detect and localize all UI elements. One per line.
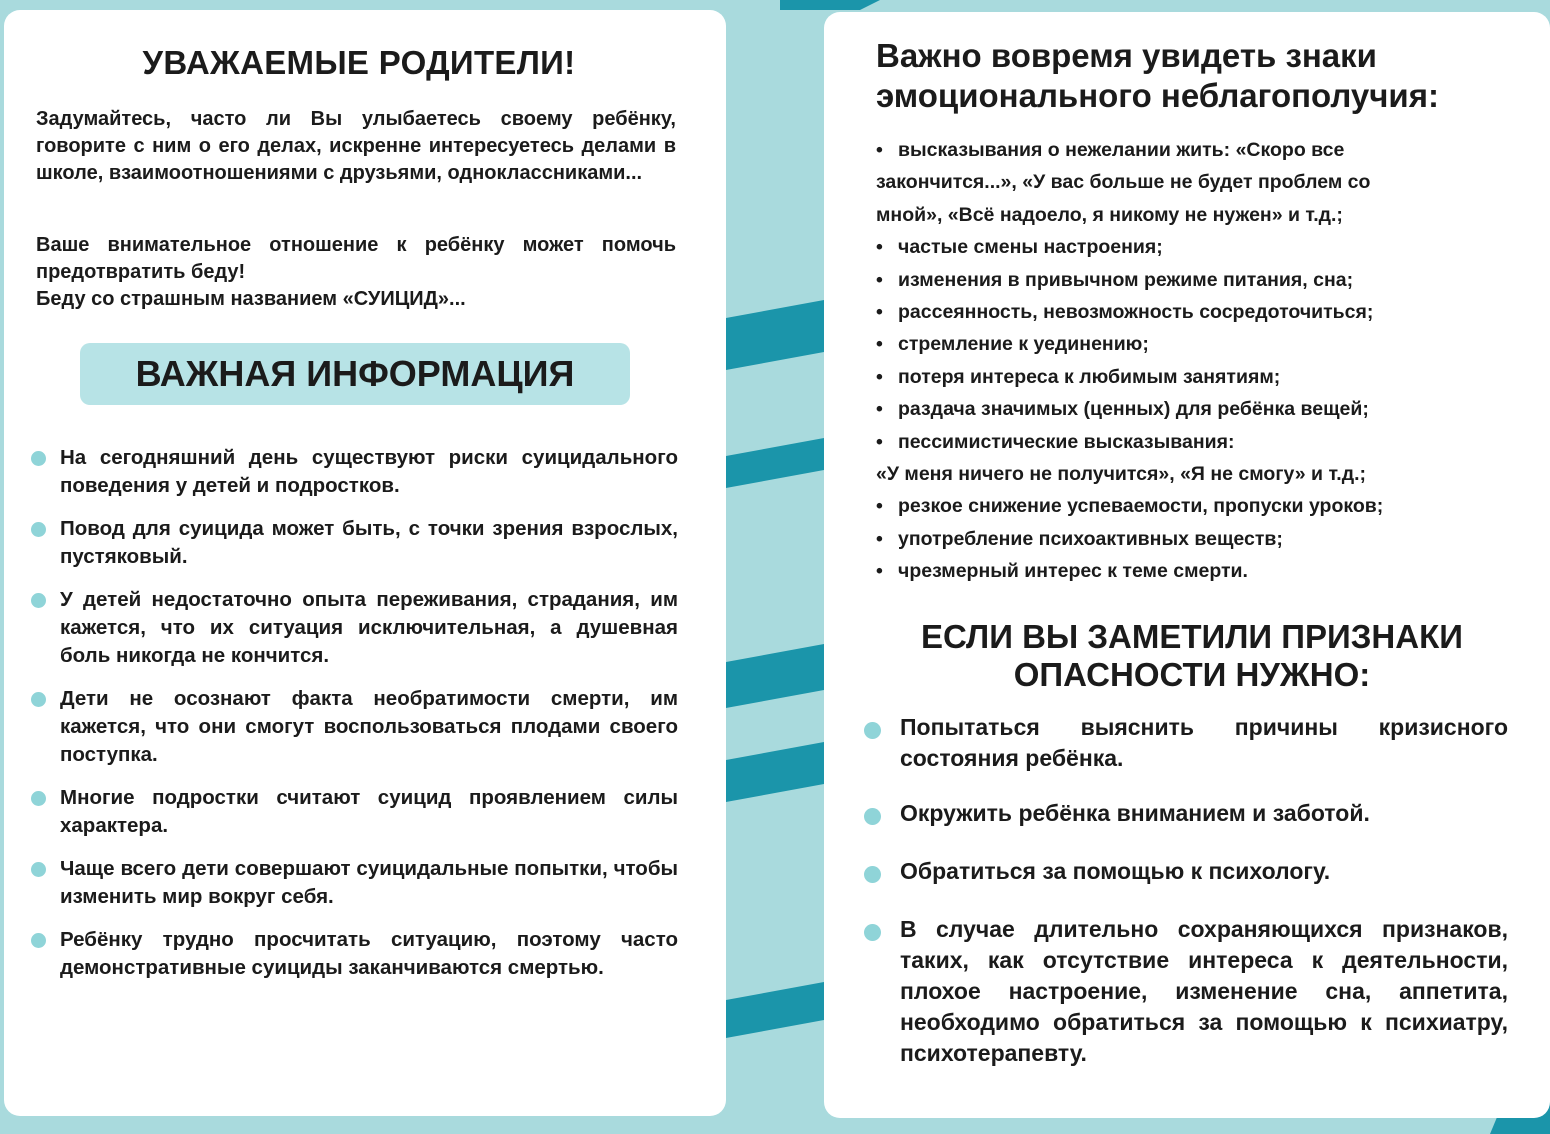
important-info-badge: ВАЖНАЯ ИНФОРМАЦИЯ [80, 343, 630, 405]
sign-text: рассеянность, невозможность сосредоточиться; [898, 301, 1374, 324]
sign-line [876, 426, 1516, 458]
sign-line [876, 490, 1516, 522]
sign-text: резкое снижение успеваемости, пропуски уроков; [898, 495, 1384, 518]
stripe [726, 300, 824, 370]
sign-text: стремление к уединению; [898, 333, 1149, 356]
bullet-icon: • [876, 268, 883, 291]
right-panel [824, 12, 1550, 1118]
sign-line [876, 555, 1516, 587]
list-item: В случае длительно сохраняющихся признаков, таких, как отсутствие интереса к деятельности, плохое настроение, изменение сна, аппетита, необходимо обратиться за помощью к психиатру, психотерапевту. [864, 914, 1508, 1069]
sign-text: пессимистические высказывания: [898, 430, 1235, 453]
bullet-dot-icon [31, 451, 46, 466]
list-item: Повод для суицида может быть, с точки зрения взрослых, пустяковый. [28, 515, 678, 571]
list-item: Окружить ребёнка вниманием и заботой. [864, 798, 1508, 829]
list-item: Попытаться выяснить причины кризисного состояния ребёнка. [864, 712, 1508, 774]
left-title: УВАЖАЕМЫЕ РОДИТЕЛИ! [142, 44, 576, 81]
bullet-dot-icon [864, 866, 881, 883]
facts-list [28, 444, 678, 997]
bullet-dot-icon [31, 593, 46, 608]
bullet-dot-icon [31, 862, 46, 877]
sign-line [876, 231, 1516, 263]
warning-paragraph [36, 232, 676, 313]
sign-line [876, 523, 1516, 555]
sign-line [876, 296, 1516, 328]
list-item: Обратиться за помощью к психологу. [864, 856, 1508, 887]
sign-text: раздача значимых (ценных) для ребёнка вещей; [898, 398, 1369, 421]
bullet-icon: • [876, 560, 883, 583]
warning-text: Ваше внимательное отношение к ребёнку может помочь предотвратить беду! [36, 234, 676, 283]
bullet-dot-icon [864, 722, 881, 739]
sign-text: частые смены настроения; [898, 236, 1163, 259]
sign-text: закончится...», «У вас больше не будет проблем со [876, 171, 1371, 194]
sign-line [876, 166, 1516, 198]
bullet-dot-icon [864, 924, 881, 941]
stripe [726, 438, 824, 488]
bullet-icon: • [876, 365, 883, 388]
bullet-icon: • [876, 139, 883, 161]
list-item: У детей недостаточно опыта переживания, страдания, им кажется, что их ситуация исключительная, а душевная боль никогда не кончится. [28, 586, 678, 670]
list-item: Многие подростки считают суицид проявлением силы характера. [28, 784, 678, 840]
bullet-icon: • [876, 236, 883, 259]
bullet-icon: • [876, 301, 883, 324]
sign-line [876, 134, 1516, 166]
bullet-icon: • [876, 527, 883, 550]
sign-text: употребление психоактивных веществ; [898, 527, 1283, 550]
stripe [726, 644, 824, 708]
stripe [726, 982, 824, 1038]
sign-line [876, 393, 1516, 425]
sign-line [876, 361, 1516, 393]
sign-line [876, 264, 1516, 296]
sign-line [876, 199, 1516, 231]
intro-paragraph: Задумайтесь, часто ли Вы улыбаетесь своему ребёнку, говорите с ним о его делах, искренне интересуетесь делами в школе, взаимоотношениями с друзьями, одноклассниками... [36, 108, 676, 184]
left-panel [4, 10, 726, 1116]
bullet-icon: • [876, 430, 883, 453]
bullet-dot-icon [31, 692, 46, 707]
bullet-dot-icon [31, 522, 46, 537]
stripe [726, 742, 824, 802]
warning-signs-title: Важно вовремя увидеть знаки эмоционального неблагополучия: [876, 37, 1439, 114]
sign-text: изменения в привычном режиме питания, сна; [898, 268, 1354, 291]
sign-text: чрезмерный интерес к теме смерти. [898, 560, 1248, 583]
bullet-icon: • [876, 495, 883, 518]
list-item: На сегодняшний день существуют риски суицидального поведения у детей и подростков. [28, 444, 678, 500]
stripe [780, 0, 880, 10]
bullet-dot-icon [31, 933, 46, 948]
actions-list [864, 712, 1508, 1069]
sign-text: «У меня ничего не получится», «Я не смогу» и т.д.; [876, 463, 1366, 486]
warning-signs-list [876, 134, 1516, 588]
list-item: Чаще всего дети совершают суицидальные попытки, чтобы изменить мир вокруг себя. [28, 855, 678, 911]
sign-line [876, 328, 1516, 360]
sign-text: высказывания о нежелании жить: «Скоро все [898, 139, 1345, 161]
sign-text: потеря интереса к любимым занятиям; [898, 365, 1281, 388]
bullet-icon: • [876, 333, 883, 356]
bullet-dot-icon [864, 808, 881, 825]
suicide-line: Беду со страшным названием «СУИЦИД»... [36, 288, 466, 310]
bullet-dot-icon [31, 791, 46, 806]
sign-line [876, 458, 1516, 490]
danger-subtitle: ЕСЛИ ВЫ ЗАМЕТИЛИ ПРИЗНАКИ ОПАСНОСТИ НУЖНО: [921, 618, 1463, 693]
list-item: Дети не осознают факта необратимости смерти, им кажется, что они смогут воспользоваться плодами своего поступка. [28, 685, 678, 769]
bullet-icon: • [876, 398, 883, 421]
list-item: Ребёнку трудно просчитать ситуацию, поэтому часто демонстративные суициды заканчиваются смертью. [28, 926, 678, 982]
sign-text: мной», «Всё надоело, я никому не нужен» и т.д.; [876, 203, 1343, 226]
